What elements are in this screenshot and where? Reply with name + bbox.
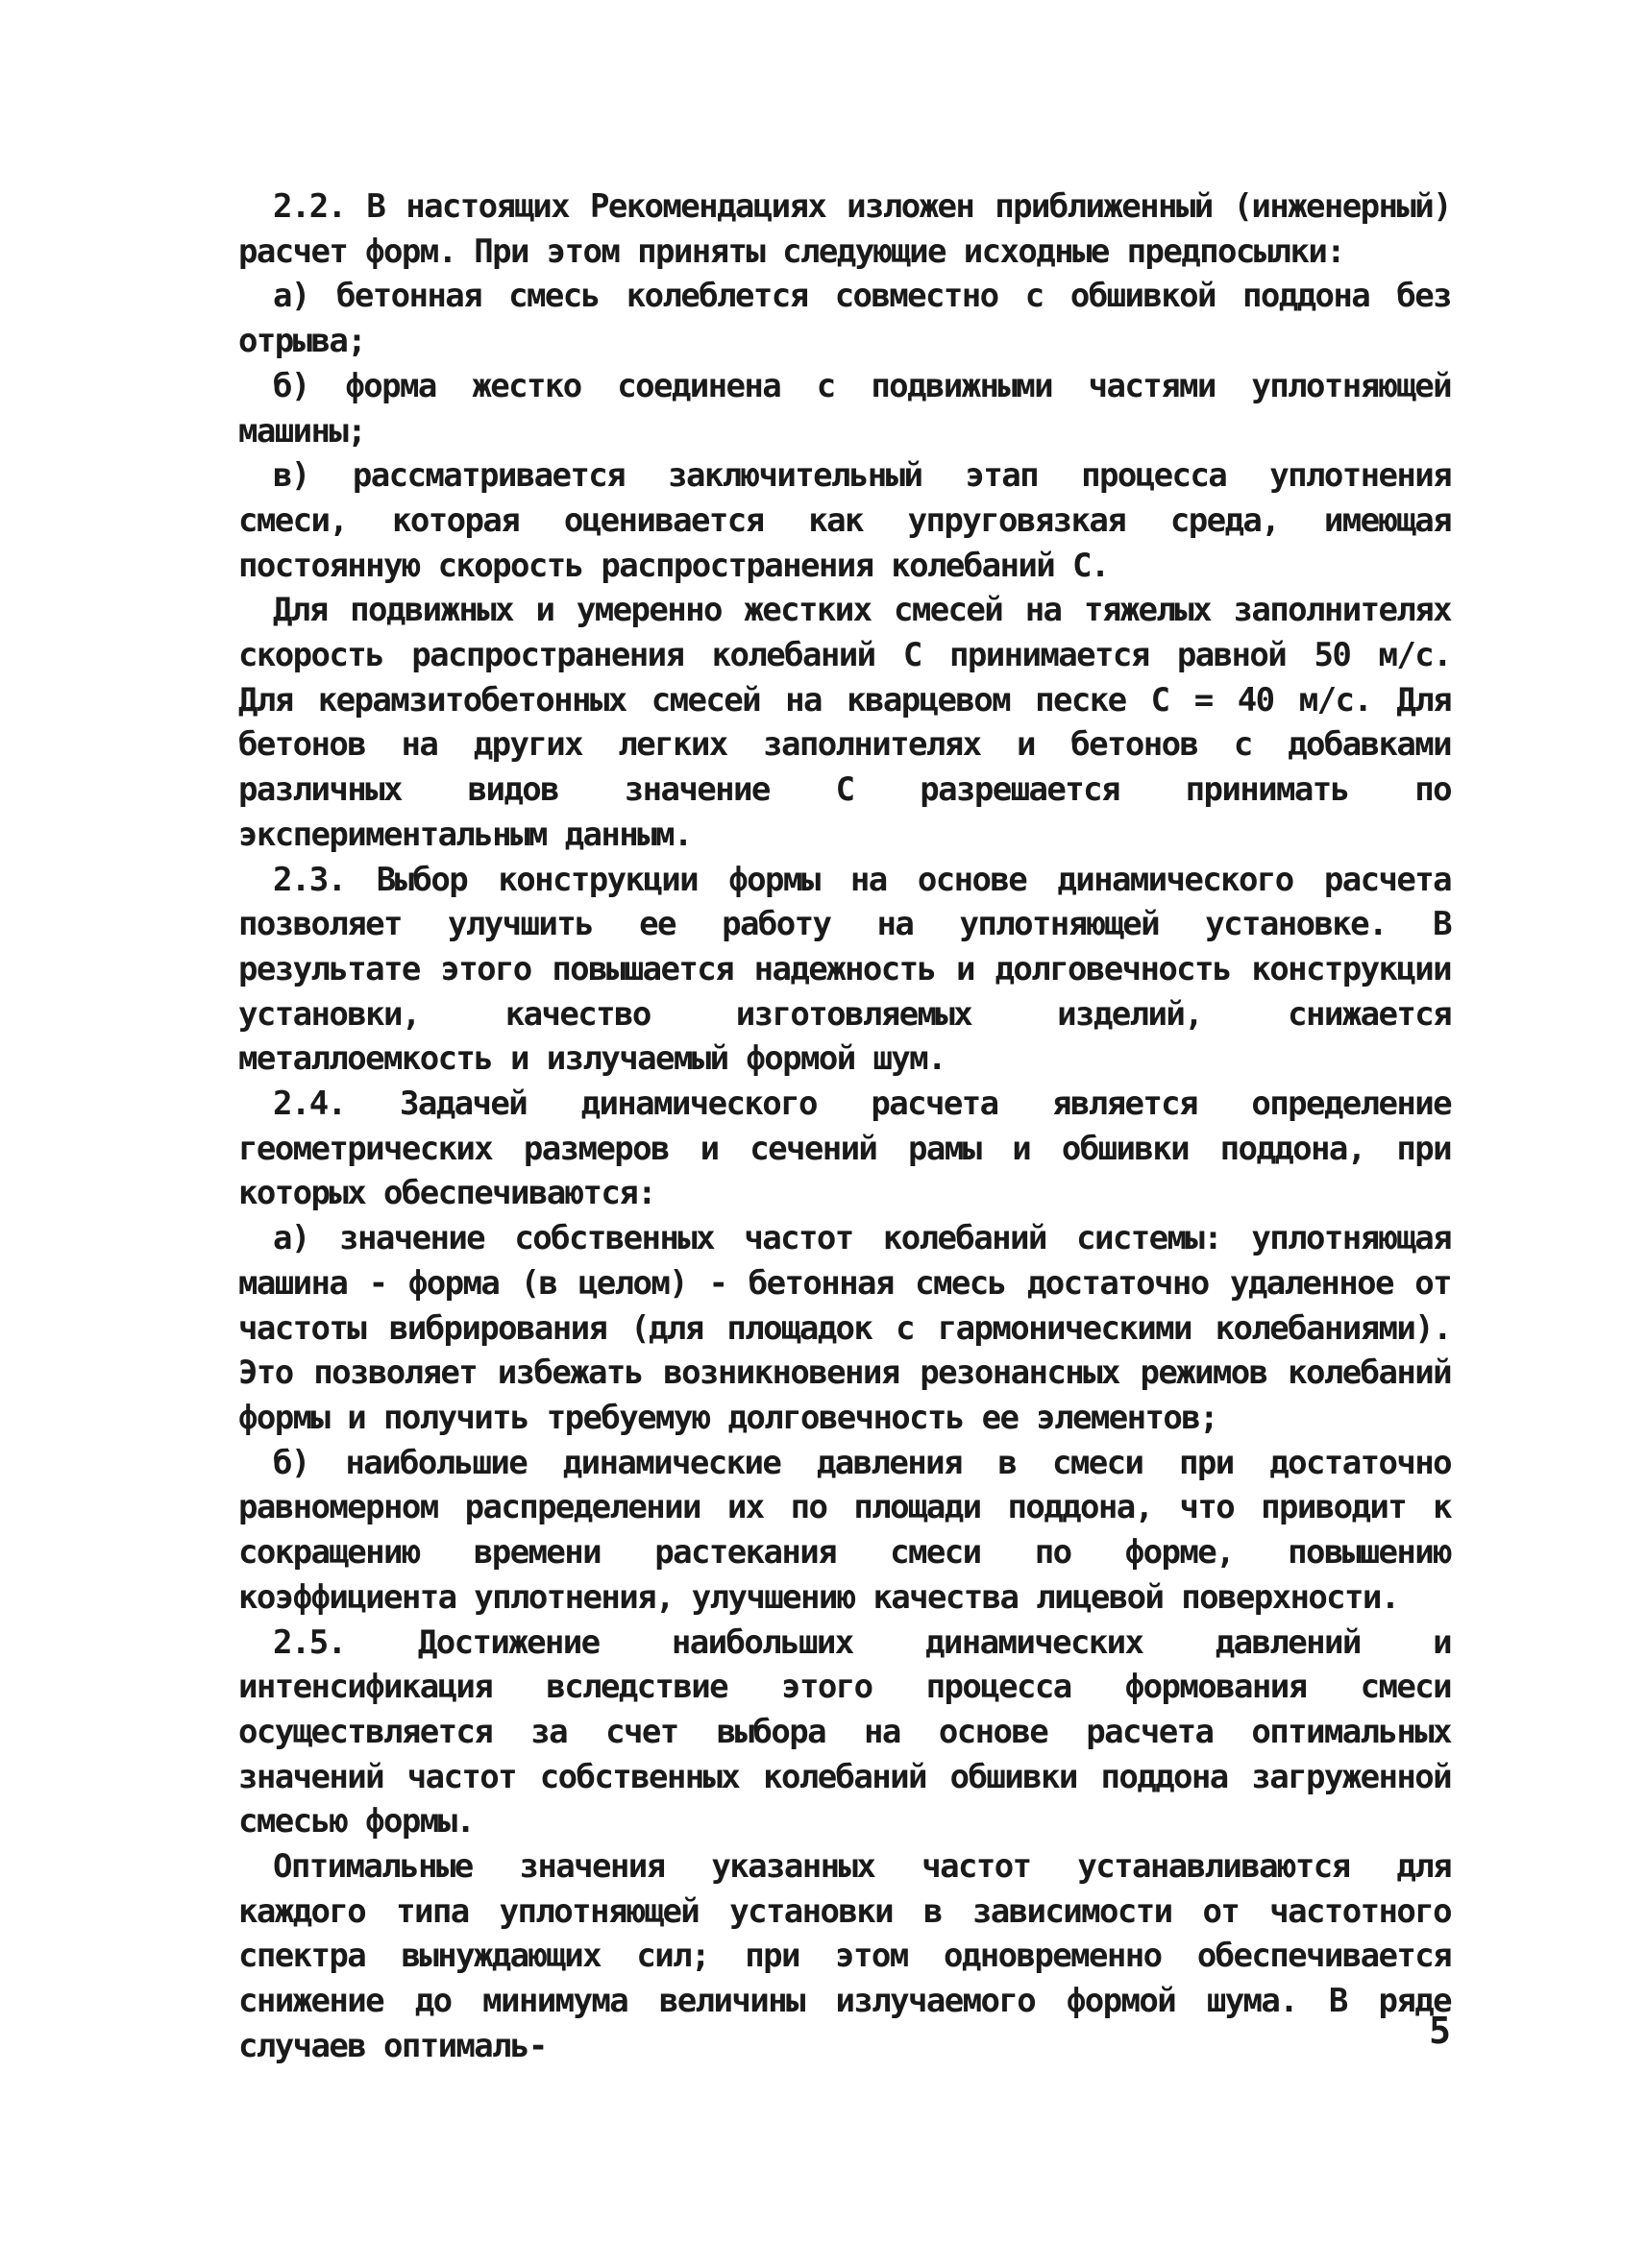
body-text: [238, 184, 1451, 2069]
paragraph-optimal-frequencies: Оптимальные значения указанных частот устанавливаются для каждого типа уплотняющей установки в зависимости от частотного спектра вынуждающих сил; при этом одновременно обеспечивается снижение до минимума величины излучаемого формой шума. В ряде случаев оптималь-: [238, 1847, 1451, 2065]
paragraph-2-5: 2.5. Достижение наибольших динамических давлений и интенсификация вследствие этого процесса формования смеси осуществляется за счет выбора на основе расчета оптимальных значений частот собственных колебаний обшивки поддона загруженной смесью формы.: [238, 1622, 1451, 1841]
paragraph-requirement-b: б) наибольшие динамические давления в смеси при достаточно равномерном распределении их по площади поддона, что приводит к сокращению времени растекания смеси по форме, повышению коэффициента уплотнения, улучшению качества лицевой поверхности.: [238, 1443, 1451, 1617]
paragraph-assumption-b: б) форма жестко соединена с подвижными частями уплотняющей машины;: [238, 366, 1451, 451]
paragraph-2-3: 2.3. Выбор конструкции формы на основе динамического расчета позволяет улучшить ее работу на уплотняющей установке. В результате этого повышается надежность и долговечность конструкции установки, качество изготовляемых изделий, снижается металлоемкость и излучаемый формой шум.: [238, 860, 1451, 1079]
page-number: 5: [1429, 2010, 1451, 2052]
paragraph-assumption-a: а) бетонная смесь колеблется совместно с обшивкой поддона без отрыва;: [238, 277, 1451, 361]
paragraph-2-4: 2.4. Задачей динамического расчета является определение геометрических размеров и сечений рамы и обшивки поддона, при которых обеспечиваются:: [238, 1085, 1451, 1213]
paragraph-2-2: 2.2. В настоящих Рекомендациях изложен приближенный (инженерный) расчет форм. При этом приняты следующие исходные предпосылки:: [238, 187, 1451, 271]
paragraph-requirement-a: а) значение собственных частот колебаний системы: уплотняющая машина - форма (в целом) - бетонная смесь достаточно удаленное от частоты вибрирования (для площадок с гармоническими колебаниями). Это позволяет избежать возникновения резонансных режимов колебаний формы и получить требуемую долговечность ее элементов;: [238, 1219, 1451, 1437]
paragraph-assumption-c: в) рассматривается заключительный этап процесса уплотнения смеси, которая оценивается как упруговязкая среда, имеющая постоянную скорость распространения колебаний С.: [238, 456, 1451, 585]
paragraph-wave-speed: Для подвижных и умеренно жестких смесей на тяжелых заполнителях скорость распространения колебаний С принимается равной 50 м/с. Для керамзитобетонных смесей на кварцевом песке С = 40 м/с. Для бетонов на других легких заполнителях и бетонов с добавками различных видов значение С разрешается принимать по экспериментальным данным.: [238, 591, 1451, 854]
